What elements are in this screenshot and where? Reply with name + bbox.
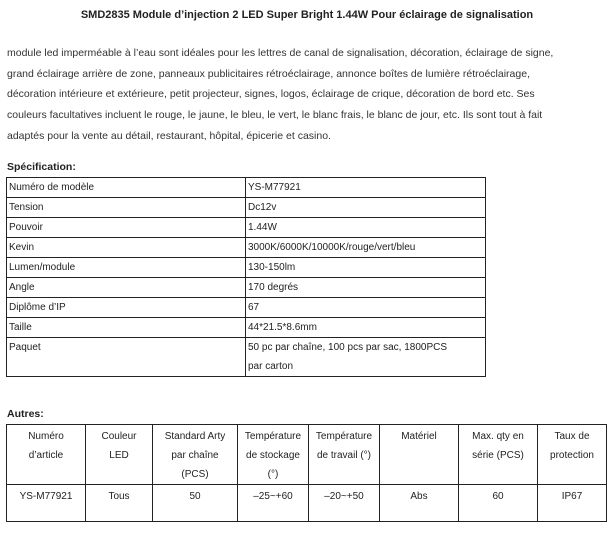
intro-line: couleurs facultatives incluent le rouge, le jaune, le bleu, le vert, le blanc frais, le blanc de jour, etc. Ils sont tout à fait bbox=[7, 109, 543, 122]
table-cell: Tous bbox=[86, 485, 153, 522]
column-header bbox=[309, 425, 380, 485]
spec-value: 3000K/6000K/10000K/rouge/vert/bleu bbox=[246, 238, 486, 258]
header-line: Température bbox=[244, 431, 302, 442]
spec-key: Paquet bbox=[7, 338, 246, 377]
spec-value: 44*21.5*8.6mm bbox=[246, 318, 486, 338]
intro-line: module led imperméable à l’eau sont idéales pour les lettres de canal de signalisation, décoration, éclairage de signe, bbox=[7, 47, 554, 59]
table-row bbox=[7, 298, 486, 318]
others-heading: Autres: bbox=[7, 408, 44, 420]
table-row bbox=[7, 278, 486, 298]
spec-value: YS-M77921 bbox=[246, 178, 486, 198]
spec-key: Numéro de modèle bbox=[7, 178, 246, 198]
header-line: Max. qty en bbox=[472, 431, 524, 442]
column-header bbox=[380, 425, 459, 485]
column-header bbox=[238, 425, 309, 485]
intro-line: adaptés pour la vente au détail, restaurant, hôpital, épicerie et casino. bbox=[7, 129, 331, 142]
header-line: série (PCS) bbox=[472, 450, 524, 461]
spec-value-line: par carton bbox=[248, 361, 294, 372]
table-cell: –25~+60 bbox=[238, 485, 309, 522]
spec-key: Kevin bbox=[7, 238, 246, 258]
intro-line: grand éclairage arrière de zone, panneaux publicitaires rétroéclairage, annonce boîtes de lumière rétroéclairage, bbox=[7, 67, 530, 80]
header-line: Température bbox=[315, 431, 373, 442]
spec-table bbox=[6, 177, 486, 377]
header-line: de stockage bbox=[246, 450, 300, 461]
others-table bbox=[6, 424, 607, 522]
header-line: Taux de bbox=[554, 431, 590, 442]
spec-key: Lumen/module bbox=[7, 258, 246, 278]
table-cell: Abs bbox=[380, 485, 459, 522]
spec-value: Dc12v bbox=[246, 198, 486, 218]
header-line: Couleur bbox=[101, 431, 137, 442]
spec-key: Taille bbox=[7, 318, 246, 338]
spec-value bbox=[246, 338, 486, 377]
table-row bbox=[7, 198, 486, 218]
table-row bbox=[7, 238, 486, 258]
spec-key: Pouvoir bbox=[7, 218, 246, 238]
spec-key: Tension bbox=[7, 198, 246, 218]
table-cell: 60 bbox=[459, 485, 538, 522]
table-cell: YS-M77921 bbox=[7, 485, 86, 522]
table-header-row bbox=[7, 425, 607, 485]
column-header bbox=[7, 425, 86, 485]
intro-paragraph bbox=[7, 43, 605, 147]
spec-key: Angle bbox=[7, 278, 246, 298]
spec-value: 130-150lm bbox=[246, 258, 486, 278]
table-cell: 50 bbox=[153, 485, 238, 522]
column-header bbox=[459, 425, 538, 485]
header-line: de travail (°) bbox=[316, 450, 371, 461]
header-line: Matériel bbox=[401, 431, 437, 442]
table-row bbox=[7, 485, 607, 522]
spec-key: Diplôme d’IP bbox=[7, 298, 246, 318]
spec-value: 170 degrés bbox=[246, 278, 486, 298]
header-line: par chaîne bbox=[171, 450, 219, 461]
header-line: Standard Arty bbox=[164, 431, 226, 442]
spec-heading: Spécification: bbox=[7, 161, 76, 173]
column-header bbox=[538, 425, 607, 485]
table-row bbox=[7, 258, 486, 278]
table-row bbox=[7, 218, 486, 238]
table-row bbox=[7, 338, 486, 377]
spec-value: 67 bbox=[246, 298, 486, 318]
intro-line: décoration intérieure et extérieure, petit projecteur, signes, logos, éclairage de crique, décoration de bord etc. Ses bbox=[7, 88, 535, 101]
header-line: d’article bbox=[28, 450, 64, 461]
column-header bbox=[86, 425, 153, 485]
spec-value-line: 50 pc par chaîne, 100 pcs par sac, 1800PCS bbox=[248, 342, 448, 353]
page-title: SMD2835 Module d’injection 2 LED Super Bright 1.44W Pour éclairage de signalisation bbox=[80, 9, 534, 21]
table-row bbox=[7, 318, 486, 338]
header-line: LED bbox=[109, 450, 129, 461]
table-cell: IP67 bbox=[538, 485, 607, 522]
header-line: Numéro bbox=[28, 431, 64, 442]
spec-value: 1.44W bbox=[246, 218, 486, 238]
header-line: (PCS) bbox=[181, 469, 209, 480]
table-row bbox=[7, 178, 486, 198]
header-line: protection bbox=[550, 450, 594, 461]
header-line: (°) bbox=[267, 469, 279, 480]
table-cell: –20~+50 bbox=[309, 485, 380, 522]
column-header bbox=[153, 425, 238, 485]
